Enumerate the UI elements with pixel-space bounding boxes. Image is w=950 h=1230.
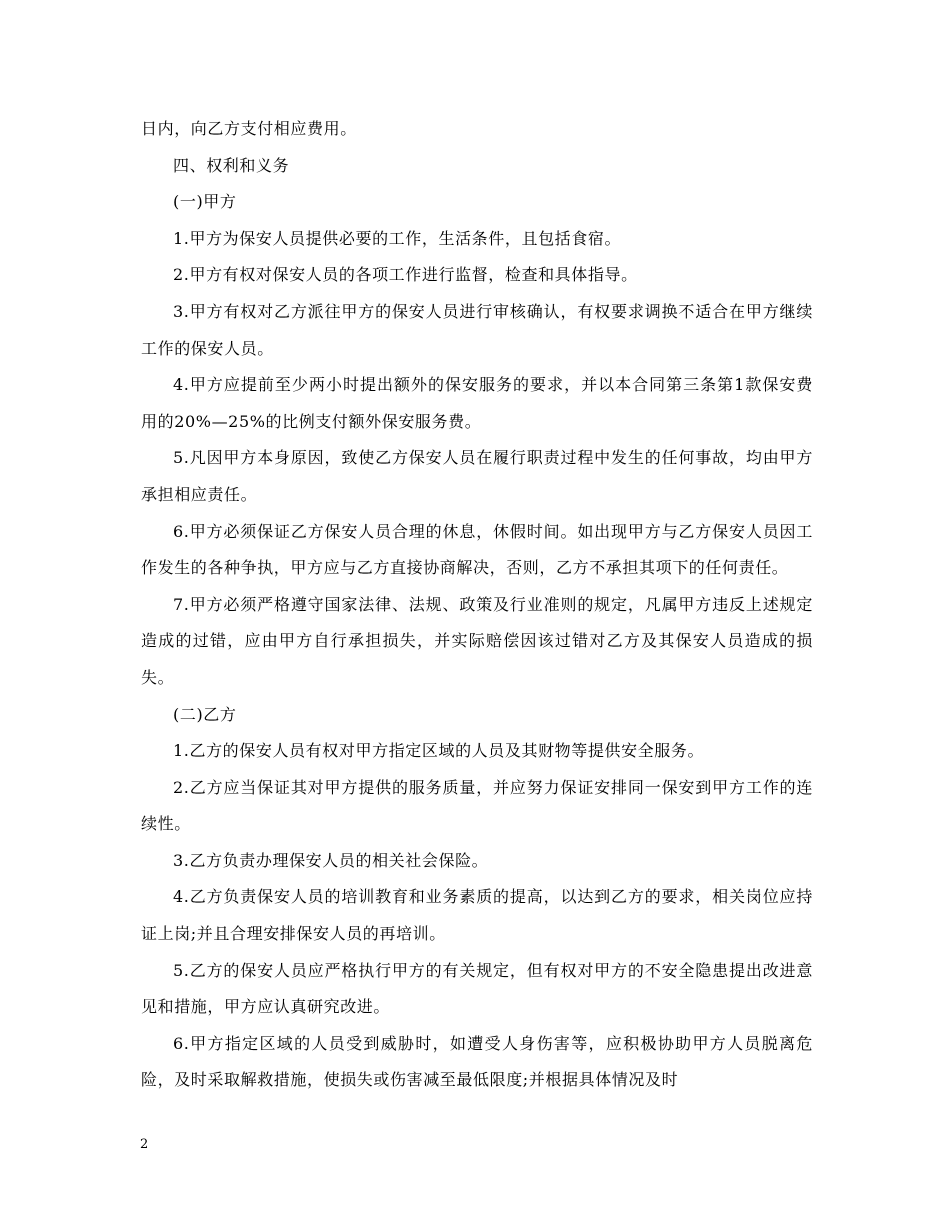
- paragraph-party-b-6: 6.甲方指定区域的人员受到威胁时，如遭受人身伤害等，应积极协助甲方人员脱离危险，及时采取解救措施，使损失或伤害减至最低限度;并根据具体情况及时: [141, 1033, 813, 1090]
- page-number: 2: [140, 1137, 149, 1152]
- paragraph-party-b-3: 3.乙方负责办理保安人员的相关社会保险。: [173, 850, 489, 870]
- paragraph-continuation: 日内，向乙方支付相应费用。: [141, 119, 357, 138]
- paragraph-party-a-4: 4.甲方应提前至少两小时提出额外的保安服务的要求，并以本合同第三条第1款保安费用的20%—25%的比例支付额外保安服务费。: [141, 375, 813, 431]
- paragraph-party-b-4: 4.乙方负责保安人员的培训教育和业务素质的提高，以达到乙方的要求，相关岗位应持证上岗;并且合理安排保安人员的再培训。: [141, 887, 813, 944]
- paragraph-party-b-5: 5.乙方的保安人员应严格执行甲方的有关规定，但有权对甲方的不安全隐患提出改进意见和措施，甲方应认真研究改进。: [141, 960, 813, 1017]
- paragraph-party-a-7: 7.甲方必须严格遵守国家法律、法规、政策及行业准则的规定，凡属甲方违反上述规定造成的过错，应由甲方自行承担损失，并实际赔偿因该过错对乙方及其保安人员造成的损失。: [141, 594, 813, 687]
- paragraph-party-b-2: 2.乙方应当保证其对甲方提供的服务质量，并应努力保证安排同一保安到甲方工作的连续性。: [141, 777, 813, 834]
- section-heading-rights-obligations: 四、权利和义务: [173, 155, 290, 175]
- subsection-heading-party-b: (二)乙方: [173, 704, 237, 724]
- document-body: [141, 111, 813, 1099]
- paragraph-party-a-1: 1.甲方为保安人员提供必要的工作，生活条件，且包括食宿。: [173, 228, 622, 248]
- paragraph-party-b-1: 1.乙方的保安人员有权对甲方指定区域的人员及其财物等提供安全服务。: [173, 741, 705, 761]
- paragraph-party-a-2: 2.甲方有权对保安人员的各项工作进行监督，检查和具体指导。: [173, 265, 638, 285]
- paragraph-party-a-3: 3.甲方有权对乙方派往甲方的保安人员进行审核确认，有权要求调换不适合在甲方继续工作的保安人员。: [141, 301, 813, 358]
- paragraph-party-a-5: 5.凡因甲方本身原因，致使乙方保安人员在履行职责过程中发生的任何事故，均由甲方承担相应责任。: [141, 448, 813, 504]
- subsection-heading-party-a: (一)甲方: [173, 192, 237, 212]
- paragraph-party-a-6: 6.甲方必须保证乙方保安人员合理的休息，休假时间。如出现甲方与乙方保安人员因工作发生的各种争执，甲方应与乙方直接协商解决，否则，乙方不承担其项下的任何责任。: [141, 521, 813, 578]
